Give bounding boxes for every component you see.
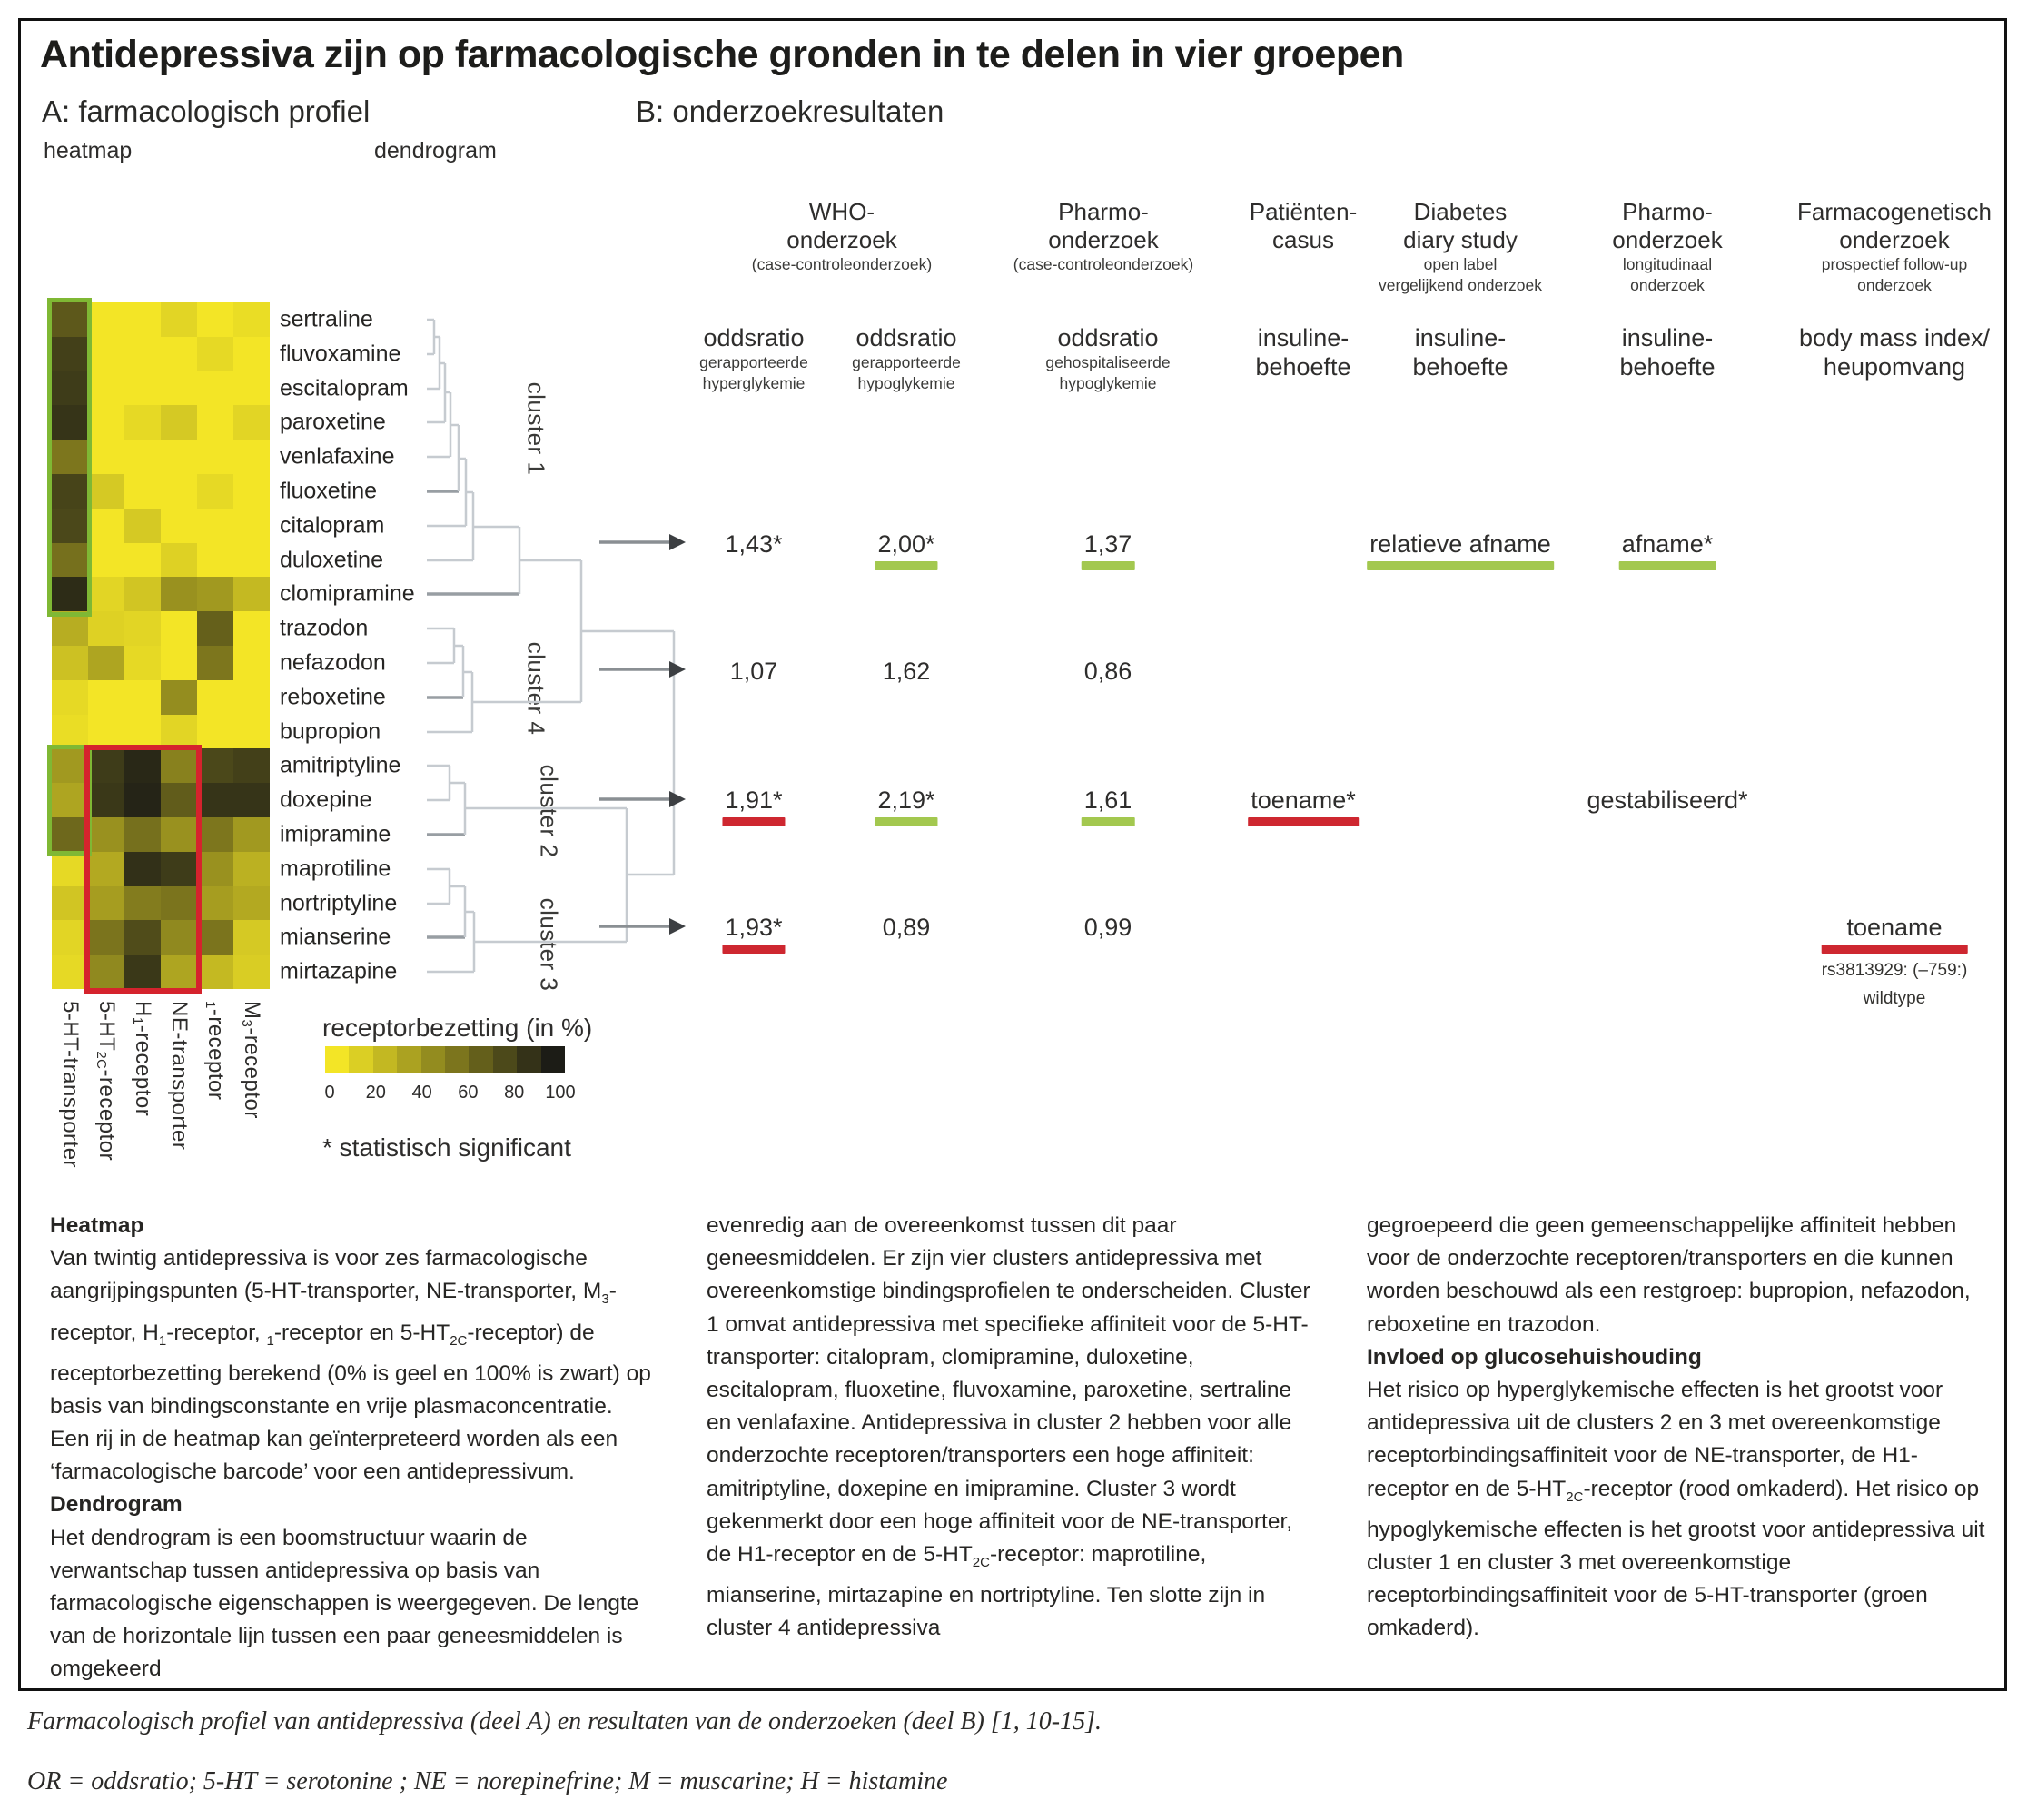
heatmap-cell	[161, 646, 197, 680]
underline-green	[1367, 561, 1554, 570]
axis-label: NE-transporter	[167, 1001, 192, 1151]
underline-green	[1082, 817, 1135, 826]
heatmap-cell	[161, 440, 197, 474]
body-subscript: 1	[158, 1332, 167, 1349]
heatmap-cell	[233, 474, 270, 509]
heatmap-cell	[161, 509, 197, 543]
drug-label: fluvoxamine	[280, 341, 401, 367]
result-cell	[722, 915, 785, 954]
heatmap-cell	[233, 509, 270, 543]
heatmap-cell	[124, 955, 161, 989]
result-value: afname*	[1621, 530, 1714, 558]
body-column	[50, 1210, 657, 1686]
heatmap-cell	[161, 748, 197, 783]
heatmap-cell	[52, 611, 88, 646]
study-title-line: Pharmo-	[1622, 198, 1713, 225]
heatmap-cell	[161, 611, 197, 646]
result-value: 0,86	[1083, 658, 1132, 685]
heatmap-cell	[52, 783, 88, 817]
heatmap-cell	[88, 886, 124, 921]
drug-label: duloxetine	[280, 547, 383, 572]
axis-label: $M_3$-receptor	[239, 1001, 264, 1119]
heatmap-cell	[88, 646, 124, 680]
heatmap-cell	[52, 543, 88, 578]
heatmap-cell	[233, 543, 270, 578]
body-column	[707, 1210, 1317, 1646]
measure-main-line: oddsratio	[1057, 324, 1159, 351]
measure-main-line: insuline-	[1414, 324, 1507, 351]
study-subtitle-line: (case-controleonderzoek)	[751, 255, 933, 273]
legend-step	[517, 1046, 540, 1073]
heatmap-label: heatmap	[44, 138, 133, 163]
study-subtitle-line: longitudinaal	[1622, 255, 1713, 273]
legend-step	[397, 1046, 420, 1073]
heatmap-cell	[52, 920, 88, 955]
study-header	[1379, 198, 1542, 296]
heatmap-cell	[233, 371, 270, 406]
study-header	[1612, 198, 1722, 296]
measure-main-line: behoefte	[1619, 353, 1716, 381]
heatmap-cell	[197, 543, 233, 578]
heatmap-cell	[124, 680, 161, 715]
measure-header	[699, 323, 808, 394]
result-cell	[880, 915, 934, 940]
heatmap-cell	[233, 680, 270, 715]
heatmap-cell	[161, 715, 197, 749]
cluster-label: cluster 3	[535, 897, 563, 992]
body-paragraph: Het risico op hyperglykemische effecten is het grootst voor antidepressiva uit de clusters 2 en 3 met overeenkomstige receptorbindingsaffiniteit voor de NE-transporter, de H1-receptor en de $5-HT_{2C}$-receptor (rood omkaderd). Het risico op hypoglykemische effecten is het grootst voor antidepressiva uit cluster 1 en cluster 3 met overeenkomstige receptorbindingsaffiniteit voor de 5-HT-transporter (groen omkaderd).	[1367, 1378, 1985, 1641]
drug-label: reboxetine	[280, 684, 386, 710]
drug-label: sertraline	[280, 306, 373, 332]
measure-main-line: oddsratio	[703, 324, 805, 351]
heatmap-cell	[197, 646, 233, 680]
heatmap-cell	[233, 783, 270, 817]
heatmap-cell	[124, 577, 161, 611]
heatmap-cell	[88, 440, 124, 474]
heatmap-cell	[161, 852, 197, 886]
result-cell	[1248, 787, 1359, 826]
heatmap-cell	[124, 715, 161, 749]
underline-green	[875, 561, 937, 570]
heatmap-cell	[124, 337, 161, 371]
section-b-heading: B: onderzoekresultaten	[636, 94, 944, 128]
heatmap-cell	[197, 405, 233, 440]
heatmap-cell	[197, 611, 233, 646]
cluster-label: cluster 1	[522, 381, 550, 476]
result-value: gestabiliseerd*	[1587, 786, 1748, 814]
heatmap-cell	[52, 405, 88, 440]
heatmap-cell	[197, 955, 233, 989]
measure-header	[852, 323, 961, 394]
heatmap-cell	[233, 611, 270, 646]
heatmap-cell	[124, 783, 161, 817]
heatmap-cell	[52, 509, 88, 543]
measure-header	[1619, 323, 1715, 381]
heatmap-cell	[88, 509, 124, 543]
heatmap-cell	[197, 748, 233, 783]
heatmap-cell	[88, 611, 124, 646]
heatmap-cell	[233, 817, 270, 852]
heatmap-cell	[88, 474, 124, 509]
measure-main-line: oddsratio	[855, 324, 957, 351]
body-heading: Dendrogram	[50, 1492, 183, 1518]
result-value: 2,00*	[877, 530, 935, 558]
heatmap-cell	[52, 748, 88, 783]
result-cell	[875, 531, 937, 570]
heatmap-cell	[88, 955, 124, 989]
heatmap-cell	[52, 955, 88, 989]
heatmap-cell	[88, 920, 124, 955]
legend-step	[493, 1046, 517, 1073]
heatmap-cell	[88, 817, 124, 852]
study-title-line: Diabetes	[1413, 198, 1508, 225]
heatmap-cell	[88, 337, 124, 371]
result-cell	[1584, 787, 1750, 813]
study-header	[1014, 198, 1193, 275]
result-cell	[722, 787, 785, 826]
body-paragraph: evenredig aan de overeenkomst tussen dit paar geneesmiddelen. Er zijn vier clusters antidepressiva met overeenkomstige bindingsprofielen te onderscheiden. Cluster 1 omvat antidepressiva met specifieke affiniteit voor de 5-HT-transporter: citalopram, clomipramine, duloxetine, escitalopram, fluoxetine, fluvoxamine, paroxetine, sertraline en venlafaxine. Antidepressiva in cluster 2 hebben voor alle onderzochte receptoren/transporters een hoge affiniteit: amitriptyline, doxepine en imipramine. Cluster 3 wordt gekenmerkt door een hoge affiniteit voor de NE-transporter, de H1-receptor en de $5-HT_{2C}$-receptor: maprotiline, mianserine, mirtazapine en nortriptyline. Ten slotte zijn in cluster 4 antidepressiva	[707, 1213, 1310, 1641]
axis-subscript: 3	[239, 1019, 255, 1028]
heatmap-cell	[197, 817, 233, 852]
heatmap-cell	[124, 646, 161, 680]
heatmap-cell	[88, 543, 124, 578]
heatmap-cell	[88, 715, 124, 749]
drug-label: trazodon	[280, 615, 369, 641]
result-value: 0,89	[882, 914, 931, 941]
heatmap-grid	[52, 302, 270, 989]
heatmap-cell	[52, 577, 88, 611]
result-value: 1,37	[1083, 530, 1132, 558]
result-cell	[1082, 531, 1135, 570]
underline-red	[722, 945, 785, 954]
heatmap-cell	[233, 577, 270, 611]
drug-label: mianserine	[280, 924, 391, 950]
study-title-line: onderzoek	[786, 226, 897, 253]
heatmap-cell	[161, 337, 197, 371]
drug-label: imipramine	[280, 821, 391, 847]
study-header	[1250, 198, 1358, 254]
heatmap-cell	[52, 680, 88, 715]
body-heading: Heatmap	[50, 1213, 144, 1238]
heatmap-cell	[88, 371, 124, 406]
underline-green	[875, 817, 937, 826]
result-cell	[1822, 915, 1968, 1010]
heatmap-cell	[52, 852, 88, 886]
heatmap-cell	[233, 646, 270, 680]
body-subscript: 2C	[972, 1554, 990, 1570]
result-value: 1,93*	[725, 914, 783, 941]
legend-step	[469, 1046, 492, 1073]
heatmap-cell	[197, 783, 233, 817]
heatmap-cell	[233, 337, 270, 371]
result-value: 0,99	[1083, 914, 1132, 941]
result-value: toename	[1846, 914, 1943, 941]
body-paragraph: Het dendrogram is een boomstructuur waarin de verwantschap tussen antidepressiva op basis van farmacologische eigenschappen is weergegeven. De lengte van de horizontale lijn tussen een paar geneesmiddelen is omgekeerd	[50, 1525, 639, 1682]
legend-tick: 80	[504, 1083, 525, 1103]
drug-label: venlafaxine	[280, 443, 395, 470]
result-cell	[722, 531, 785, 557]
heatmap-cell	[52, 817, 88, 852]
study-title-line: onderzoek	[1048, 226, 1159, 253]
measure-sub-line: gerapporteerde	[852, 353, 961, 371]
study-title-line: onderzoek	[1839, 226, 1950, 253]
result-cell	[727, 658, 781, 684]
study-header	[752, 198, 932, 275]
heatmap-cell	[161, 371, 197, 406]
result-value: 1,61	[1083, 786, 1132, 814]
study-title-line: Patiënten-	[1249, 198, 1358, 225]
caption-line2: OR = oddsratio; 5-HT = serotonine ; NE = norepinefrine; M = muscarine; H = histamine	[27, 1767, 948, 1795]
heatmap-cell	[197, 509, 233, 543]
heatmap-cell	[197, 440, 233, 474]
result-note: wildtype	[1863, 989, 1926, 1008]
heatmap-cell	[124, 817, 161, 852]
result-value: 1,91*	[725, 786, 783, 814]
heatmap-cell	[233, 405, 270, 440]
body-subscript: 2C	[1566, 1489, 1584, 1505]
drug-label: nortriptyline	[280, 890, 398, 915]
heatmap-cell	[161, 886, 197, 921]
section-a-heading: A: farmacologisch profiel	[42, 94, 371, 128]
axis-label: $_1$-receptor	[203, 1001, 228, 1101]
drug-label: paroxetine	[280, 409, 386, 435]
heatmap-cell	[197, 920, 233, 955]
underline-red	[1822, 945, 1968, 954]
drug-label: mirtazapine	[280, 958, 398, 984]
heatmap-cell	[233, 302, 270, 337]
drug-label: amitriptyline	[280, 752, 401, 778]
axis-subscript: 1	[130, 1016, 146, 1025]
result-cell	[875, 787, 937, 826]
drug-label: fluoxetine	[280, 478, 378, 504]
heatmap-cell	[88, 405, 124, 440]
underline-red	[722, 817, 785, 826]
heatmap-cell	[124, 440, 161, 474]
result-cell	[1367, 531, 1554, 570]
legend-tick: 60	[458, 1083, 479, 1103]
drug-label: citalopram	[280, 512, 385, 539]
caption-line1: Farmacologisch profiel van antidepressiva (deel A) en resultaten van de onderzoeken (deel B) [1, 10-15].	[27, 1707, 1102, 1736]
measure-header	[1799, 323, 1990, 381]
body-column	[1367, 1210, 1993, 1646]
measure-sub-line: hyperglykemie	[702, 374, 806, 392]
body-paragraph: gegroepeerd die geen gemeenschappelijke affiniteit hebben voor de onderzochte receptoren/transporters en die kunnen worden beschouwd als een restgroep: bupropion, nefazodon, reboxetine en trazodon.	[1367, 1213, 1971, 1337]
measure-main-line: body mass index/	[1798, 324, 1991, 351]
legend-title: receptorbezetting (in %)	[322, 1014, 593, 1042]
heatmap-cell	[52, 886, 88, 921]
study-title-line: onderzoek	[1612, 226, 1723, 253]
measure-main-line: insuline-	[1257, 324, 1350, 351]
heatmap-cell	[124, 405, 161, 440]
heatmap-cell	[124, 886, 161, 921]
heatmap-cell	[233, 715, 270, 749]
underline-green	[1082, 561, 1135, 570]
heatmap-cell	[233, 748, 270, 783]
result-note: rs3813929: (–759:)	[1821, 961, 1968, 980]
heatmap-cell	[52, 371, 88, 406]
heatmap-cell	[124, 748, 161, 783]
heatmap-cell	[197, 852, 233, 886]
measure-header	[1255, 323, 1350, 381]
result-cell	[880, 658, 934, 684]
measure-sub-line: gerapporteerde	[699, 353, 808, 371]
heatmap-cell	[52, 646, 88, 680]
legend-step	[541, 1046, 565, 1073]
legend-step	[421, 1046, 445, 1073]
legend-step	[445, 1046, 469, 1073]
result-value: 2,19*	[877, 786, 935, 814]
heatmap-cell	[197, 577, 233, 611]
legend-bar	[325, 1046, 565, 1073]
heatmap-cell	[197, 337, 233, 371]
drug-label: bupropion	[280, 718, 381, 744]
heatmap-cell	[124, 611, 161, 646]
heatmap-cell	[124, 474, 161, 509]
heatmap-cell	[197, 715, 233, 749]
heatmap-cell	[88, 680, 124, 715]
heatmap-cell	[233, 886, 270, 921]
drug-label: escitalopram	[280, 375, 409, 401]
heatmap-cell	[197, 886, 233, 921]
heatmap-cell	[88, 783, 124, 817]
measure-sub-line: hypoglykemie	[857, 374, 955, 392]
heatmap-cell	[233, 955, 270, 989]
heatmap-cell	[161, 817, 197, 852]
figure-title: Antidepressiva zijn op farmacologische gronden in te delen in vier groepen	[40, 33, 1404, 76]
measure-main-line: behoefte	[1255, 353, 1351, 381]
heatmap-cell	[161, 543, 197, 578]
result-cell	[1082, 915, 1135, 940]
measure-header	[1412, 323, 1508, 381]
legend-tick: 100	[545, 1083, 576, 1103]
measure-sub-line: gehospitaliseerde	[1045, 353, 1171, 371]
heatmap-cell	[197, 474, 233, 509]
axis-label: 5-HT-transporter	[58, 1001, 83, 1169]
result-value: toename*	[1251, 786, 1356, 814]
heatmap-cell	[197, 371, 233, 406]
body-heading: Invloed op glucosehuishouding	[1367, 1344, 1702, 1370]
legend-step	[373, 1046, 397, 1073]
result-value: 1,43*	[725, 530, 783, 558]
legend-step	[349, 1046, 372, 1073]
heatmap-cell	[233, 440, 270, 474]
heatmap-cell	[161, 680, 197, 715]
heatmap-cell	[124, 509, 161, 543]
cluster-label: cluster 2	[535, 764, 563, 858]
heatmap-cell	[161, 920, 197, 955]
body-subscript: 3	[601, 1291, 609, 1308]
significance-note: * statistisch significant	[322, 1133, 571, 1162]
heatmap-cell	[52, 302, 88, 337]
study-title-line: diary study	[1403, 226, 1518, 253]
heatmap-cell	[124, 302, 161, 337]
drug-label: maprotiline	[280, 856, 391, 882]
underline-red	[1248, 817, 1359, 826]
axis-label: $5-HT_{2C}$-receptor	[94, 1001, 119, 1162]
heatmap-cell	[197, 680, 233, 715]
heatmap-cell	[161, 783, 197, 817]
heatmap-cell	[161, 302, 197, 337]
body-subscript: 1	[266, 1332, 274, 1349]
heatmap-cell	[233, 852, 270, 886]
measure-sub-line: hypoglykemie	[1059, 374, 1157, 392]
study-title-line: Farmacogenetisch	[1797, 198, 1992, 225]
study-subtitle-line: (case-controleonderzoek)	[1013, 255, 1194, 273]
study-title-line: casus	[1272, 226, 1334, 253]
axis-label: $H_1$-receptor	[130, 1001, 155, 1117]
heatmap-cell	[52, 440, 88, 474]
result-cell	[1082, 658, 1135, 684]
heatmap-cell	[161, 955, 197, 989]
heatmap-cell	[124, 920, 161, 955]
result-cell	[1619, 531, 1716, 570]
heatmap-cell	[161, 405, 197, 440]
measure-header	[1045, 323, 1170, 394]
heatmap-cell	[233, 920, 270, 955]
heatmap-cell	[124, 543, 161, 578]
legend-step	[325, 1046, 349, 1073]
heatmap-cell	[52, 474, 88, 509]
heatmap-cell	[124, 371, 161, 406]
axis-subscript: 2C	[94, 1051, 110, 1070]
legend-tick: 0	[324, 1083, 335, 1103]
study-subtitle-line: onderzoek	[1630, 276, 1705, 294]
legend-tick: 40	[411, 1083, 432, 1103]
body-subscript: 2C	[450, 1332, 468, 1349]
result-cell	[1082, 787, 1135, 826]
underline-green	[1619, 561, 1716, 570]
heatmap-cell	[124, 852, 161, 886]
study-header	[1797, 198, 1992, 296]
drug-label: doxepine	[280, 786, 372, 813]
heatmap-cell	[197, 302, 233, 337]
dendrogram-label: dendrogram	[374, 138, 497, 163]
study-subtitle-line: onderzoek	[1857, 276, 1932, 294]
cluster-label: cluster 4	[522, 641, 550, 736]
measure-main-line: behoefte	[1412, 353, 1508, 381]
measure-main-line: insuline-	[1621, 324, 1714, 351]
heatmap-cell	[52, 337, 88, 371]
study-subtitle-line: open label	[1423, 255, 1498, 273]
heatmap-cell	[52, 715, 88, 749]
heatmap-cell	[88, 852, 124, 886]
study-title-line: WHO-	[808, 198, 875, 225]
result-value: 1,07	[729, 658, 778, 685]
heatmap-cell	[161, 577, 197, 611]
study-title-line: Pharmo-	[1058, 198, 1149, 225]
drug-label: nefazodon	[280, 649, 386, 676]
result-value: 1,62	[882, 658, 931, 685]
heatmap-cell	[88, 748, 124, 783]
result-value: relatieve afname	[1369, 530, 1551, 558]
axis-subscript: 1	[203, 1001, 219, 1009]
heatmap-cell	[88, 577, 124, 611]
heatmap-cell	[88, 302, 124, 337]
drug-label: clomipramine	[280, 580, 415, 607]
study-subtitle-line: vergelijkend onderzoek	[1379, 276, 1542, 294]
heatmap-cell	[161, 474, 197, 509]
body-paragraph: Van twintig antidepressiva is voor zes farmacologische aangrijpingspunten (5-HT-transporter, NE-transporter, $M_3$-receptor, $H_1$-receptor, $_1$-receptor en $5-HT_{2C}-receptor$) de receptorbezetting berekend (0% is geel en 100% is zwart) op basis van bindingsconstante en vrije plasmaconcentratie. Een rij in de heatmap kan geïnterpreteerd worden als een ‘farmacologische barcode’ voor een antidepressivum.	[50, 1246, 651, 1485]
legend-tick: 20	[365, 1083, 386, 1103]
study-subtitle-line: prospectief follow-up	[1821, 255, 1968, 273]
measure-main-line: heupomvang	[1823, 353, 1966, 381]
